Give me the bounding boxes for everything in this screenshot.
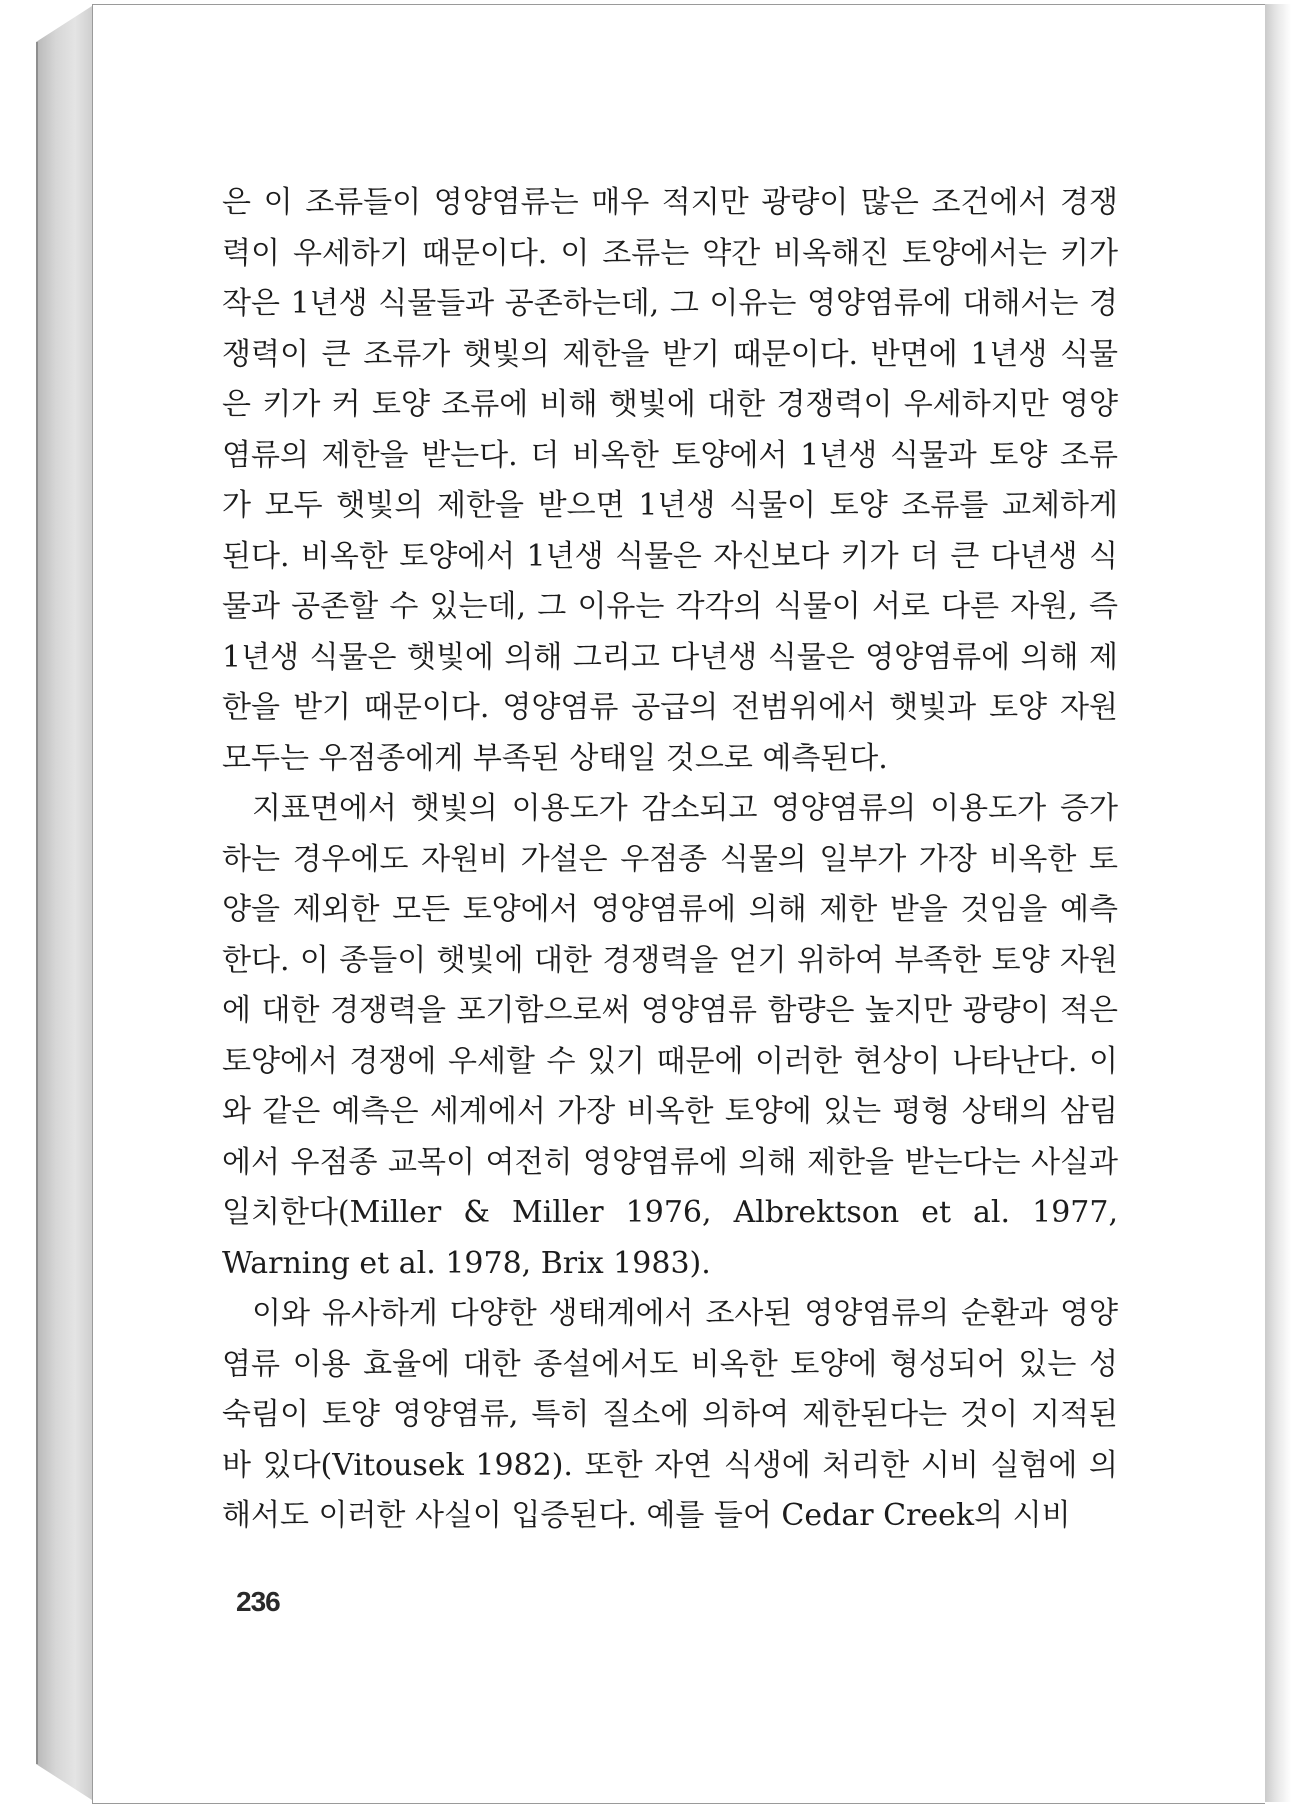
page-edge-shadow xyxy=(1264,4,1291,1802)
body-text xyxy=(222,178,1118,1542)
book-spine-side xyxy=(36,6,92,1800)
paragraph-1: 은 이 조류들이 영양염류는 매우 적지만 광량이 많은 조건에서 경쟁력이 우세하기 때문이다. 이 조류는 약간 비옥해진 토양에서는 키가 작은 1년생 식물들과 공존하는데, 그 이유는 영양염류에 대해서는 경쟁력이 큰 조류가 햇빛의 제한을 받기 때문이다. 반면에 1년생 식물은 키가 커 토양 조류에 비해 햇빛에 대한 경쟁력이 우세하지만 영양염류의 제한을 받는다. 더 비옥한 토양에서 1년생 식물과 토양 조류가 모두 햇빛의 제한을 받으면 1년생 식물이 토양 조류를 교체하게 된다. 비옥한 토양에서 1년생 식물은 자신보다 키가 더 큰 다년생 식물과 공존할 수 있는데, 그 이유는 각각의 식물이 서로 다른 자원, 즉 1년생 식물은 햇빛에 의해 그리고 다년생 식물은 영양염류에 의해 제한을 받기 때문이다. 영양염류 공급의 전범위에서 햇빛과 토양 자원 모두는 우점종에게 부족된 상태일 것으로 예측된다. xyxy=(222,185,1118,776)
paragraph-2: 지표면에서 햇빛의 이용도가 감소되고 영양염류의 이용도가 증가하는 경우에도 자원비 가설은 우점종 식물의 일부가 가장 비옥한 토양을 제외한 모든 토양에서 영양염류에 의해 제한 받을 것임을 예측한다. 이 종들이 햇빛에 대한 경쟁력을 얻기 위하여 부족한 토양 자원에 대한 경쟁력을 포기함으로써 영양염류 함량은 높지만 광량이 적은 토양에서 경쟁에 우세할 수 있기 때문에 이러한 현상이 나타난다. 이와 같은 예측은 세계에서 가장 비옥한 토양에 있는 평형 상태의 삼림에서 우점종 교목이 여전히 영양염류에 의해 제한을 받는다는 사실과 일치한다(Miller & Miller 1976, Albrektson et al. 1977, Warning et al. 1978, Brix 1983). xyxy=(222,791,1118,1281)
paragraph-3: 이와 유사하게 다양한 생태계에서 조사된 영양염류의 순환과 영양염류 이용 효율에 대한 종설에서도 비옥한 토양에 형성되어 있는 성숙림이 토양 영양염류, 특히 질소에 의하여 제한된다는 것이 지적된 바 있다(Vitousek 1982). 또한 자연 식생에 처리한 시비 실험에 의해서도 이러한 사실이 입증된다. 예를 들어 Cedar Creek의 시비 xyxy=(222,1296,1118,1533)
book-side-edge xyxy=(36,42,38,1764)
page-number: 236 xyxy=(236,1586,280,1617)
